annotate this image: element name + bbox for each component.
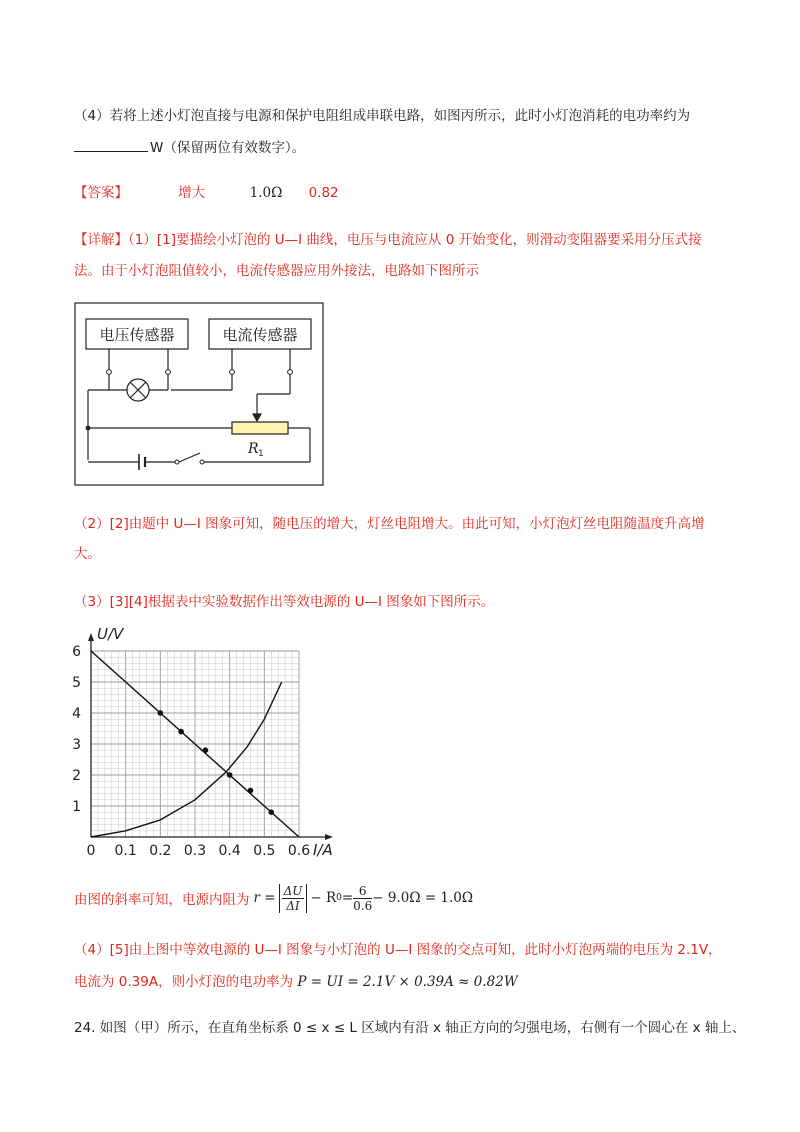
answer-line [74, 181, 339, 201]
y-tick-label: 4 [72, 706, 81, 722]
y-tick-label: 3 [72, 737, 81, 753]
data-point [248, 788, 254, 794]
voltage-sensor-label: 电压传感器 [99, 326, 175, 344]
slope-line: 由图的斜率可知，电源内阻为 r = $\frac{\Delta U}{\Delta I}$ − R 0 = $\frac{6}{0.6}$ − 9.0Ω = 1.0Ω [74, 883, 474, 913]
y-axis-label: U/V [97, 625, 124, 643]
y-tick-label: 6 [72, 644, 81, 660]
x-tick-label: 0.1 [114, 843, 137, 859]
detail-line1: 【详解】（1）[1]要描绘小灯泡的 U—I 曲线，电压与电流应从 0 开始变化，则滑动变阻器要采用分压式接 [74, 232, 702, 248]
resistor-subscript: 1 [258, 449, 264, 459]
answer-1: 增大 [178, 185, 206, 201]
lamp-curve [91, 682, 282, 837]
part4-line1: （4）[5]由上图中等效电源的 U—I 图象与小灯泡的 U—I 图象的交点可知，此时小灯泡两端的电压为 2.1V， [74, 942, 722, 958]
y-tick-label: 5 [72, 675, 81, 691]
detail-line2: 法。由于小灯泡阻值较小，电流传感器应用外接法，电路如下图所示 [74, 263, 479, 279]
answer-2: 1.0Ω [249, 185, 283, 201]
data-point [178, 729, 184, 735]
y-axis-arrow [88, 633, 94, 641]
part2-line2: 大。 [74, 546, 101, 562]
ui-chart [66, 620, 356, 865]
x-axis-arrow [325, 834, 333, 840]
x-axis-label: I/A [313, 841, 333, 859]
x-tick-label: 0 [86, 843, 96, 859]
answer-blank [74, 139, 148, 152]
data-point [227, 772, 233, 778]
y-tick-label: 2 [72, 768, 81, 784]
x-tick-label: 0.2 [149, 843, 172, 859]
part2-line1: （2）[2]由题中 U—I 图象可知，随电压的增大，灯丝电阻增大。由此可知，小灯泡灯丝电阻随温度升高增 [74, 516, 705, 532]
question-4-line1: （4）若将上述小灯泡直接与电源和保护电阻组成串联电路，如图丙所示，此时小灯泡消耗的电功率约为 [74, 108, 691, 124]
question-4-line2: W（保留两位有效数字）。 [74, 136, 305, 156]
x-tick-label: 0.3 [183, 843, 207, 859]
x-tick-label: 0.4 [218, 843, 241, 859]
y-tick-label: 1 [72, 799, 81, 815]
answer-3: 0.82 [308, 185, 339, 201]
circuit-diagram [74, 302, 324, 486]
resistor-label: R [248, 441, 259, 457]
part4-line2: 电流为 0.39A，则小灯泡的电功率为 P = UI = 2.1V × 0.39A ≈ 0.82W [74, 974, 518, 990]
question-24-line1: 24. 如图（甲）所示，在直角坐标系 0 ≤ x ≤ L 区域内有沿 x 轴正方向的匀强电场，右侧有一个圆心在 x 轴上、 [74, 1020, 746, 1036]
current-sensor-label: 电流传感器 [222, 326, 298, 344]
data-point [158, 710, 164, 716]
data-point [203, 747, 209, 753]
x-tick-label: 0.6 [287, 843, 311, 859]
data-point [268, 809, 274, 815]
answer-label: 【答案】 [74, 185, 128, 201]
part3-line1: （3）[3][4]根据表中实验数据作出等效电源的 U—I 图象如下图所示。 [74, 594, 495, 610]
x-tick-label: 0.5 [253, 843, 276, 859]
